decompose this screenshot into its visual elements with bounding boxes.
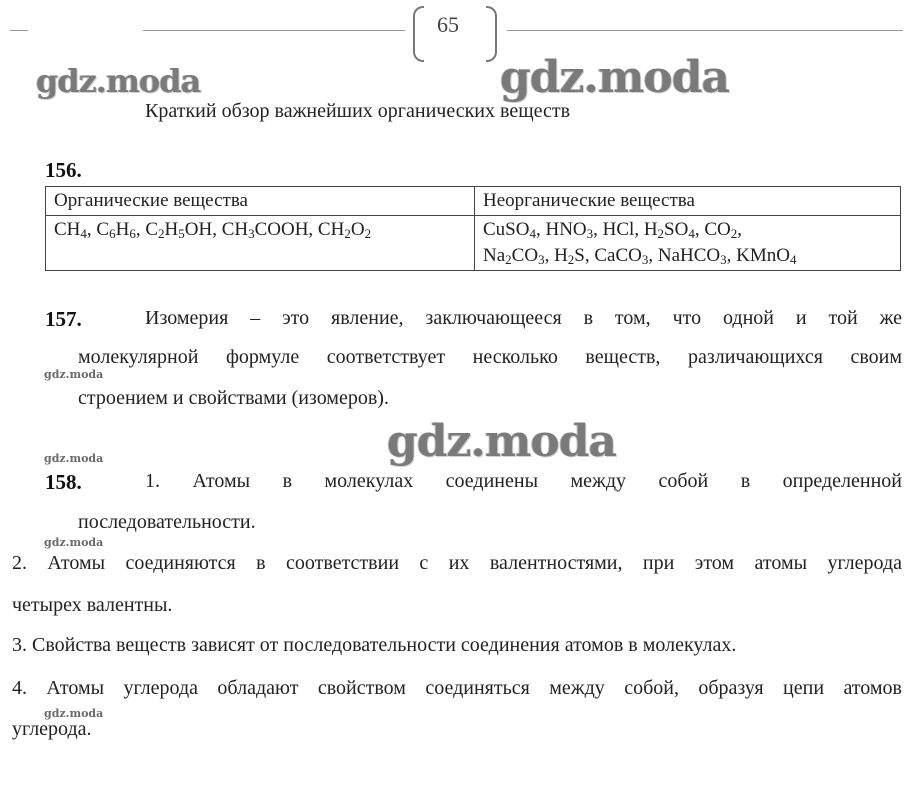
- formula-text: ,: [737, 219, 742, 240]
- watermark-small-3: gdz.moda: [44, 536, 104, 549]
- organic-formula-list: [54, 219, 371, 240]
- formula-subscript: 2: [730, 226, 738, 241]
- inorganic-formulas: [475, 216, 901, 271]
- header-organic: Органические вещества: [46, 187, 475, 216]
- task-158-number: 158.: [45, 470, 82, 494]
- formula-text: CO: [511, 245, 539, 266]
- watermark-top-center: gdz.moda: [500, 52, 730, 103]
- task-157-line-3: строением и свойствами (изомеров).: [78, 387, 389, 409]
- formula-text: , HCl, H: [593, 219, 658, 240]
- formula-subscript: 4: [80, 226, 87, 241]
- formula-subscript: 3: [586, 226, 594, 241]
- inorganic-formula-line-1: [483, 219, 742, 240]
- formula-subscript: 3: [641, 252, 649, 267]
- watermark-small-1: gdz.moda: [44, 368, 104, 381]
- formula-subscript: 6: [129, 226, 136, 241]
- formula-text: H: [115, 219, 130, 240]
- formula-text: SO: [664, 219, 689, 240]
- formula-subscript: 3: [248, 226, 255, 241]
- formula-text: OH, CH: [184, 219, 249, 240]
- page-number-bracket-left: [413, 6, 424, 62]
- formula-subscript: 4: [688, 226, 695, 241]
- header-rule-left-long: [143, 30, 405, 31]
- substances-table: [45, 186, 901, 271]
- table-header-row: [46, 187, 901, 216]
- formula-text: , CO: [694, 219, 731, 240]
- task-158-line-4: четырех валентны.: [12, 594, 173, 616]
- header-inorganic: Неорганические вещества: [475, 187, 901, 216]
- page-title: Краткий обзор важнейших органических веществ: [145, 100, 571, 122]
- watermark-middle: gdz.moda: [387, 416, 617, 467]
- formula-text: CuSO: [483, 219, 530, 240]
- watermark-small-4: gdz.moda: [44, 707, 104, 720]
- header-rule-left: [10, 30, 28, 31]
- task-158-line-6: 4. Атомы углерода обладают свойством соединяться между собой, образуя цепи атомов: [12, 677, 902, 699]
- page-number-bracket-right: [486, 6, 497, 62]
- formula-subscript: 4: [529, 226, 536, 241]
- watermark-top-left: gdz.moda: [36, 62, 201, 100]
- formula-text: Na: [483, 245, 506, 266]
- formula-subscript: 3: [720, 252, 727, 267]
- formula-subscript: 2: [158, 226, 165, 241]
- formula-text: , C: [135, 219, 159, 240]
- formula-text: O: [350, 219, 365, 240]
- formula-subscript: 4: [790, 252, 797, 267]
- formula-subscript: 2: [505, 252, 512, 267]
- task-156-number: 156.: [45, 158, 82, 182]
- page-number: 65: [437, 12, 459, 37]
- formula-text: , KMnO: [726, 245, 790, 266]
- table-row: [46, 216, 901, 271]
- formula-text: , HNO: [535, 219, 587, 240]
- task-158-line-3: 2. Атомы соединяются в соответствии с их валентностями, при этом атомы углерода: [12, 552, 902, 574]
- task-158-line-7: углерода.: [12, 718, 92, 740]
- formula-subscript: 2: [364, 226, 372, 241]
- formula-text: H: [164, 219, 179, 240]
- header-rule-right: [507, 30, 903, 31]
- formula-text: CH: [54, 219, 81, 240]
- formula-text: COOH, CH: [254, 219, 345, 240]
- formula-subscript: 6: [109, 226, 116, 241]
- task-158-line-5: 3. Свойства веществ зависят от последовательности соединения атомов в молекулах.: [12, 634, 737, 656]
- inorganic-formula-line-2: [483, 245, 797, 266]
- formula-text: S, CaCO: [574, 245, 642, 266]
- task-157-line-2: молекулярной формуле соответствует несколько веществ, различающихся своим: [78, 346, 902, 368]
- formula-subscript: 2: [567, 252, 575, 267]
- task-158-line-2: последовательности.: [78, 511, 256, 533]
- formula-subscript: 2: [657, 226, 665, 241]
- formula-text: , C: [86, 219, 110, 240]
- formula-text: , H: [544, 245, 568, 266]
- formula-subscript: 3: [538, 252, 545, 267]
- formula-text: , NaHCO: [648, 245, 721, 266]
- formula-subscript: 2: [344, 226, 351, 241]
- formula-subscript: 5: [178, 226, 185, 241]
- watermark-small-2: gdz.moda: [44, 452, 104, 465]
- task-158-line-1: 1. Атомы в молекулах соединены между собой в определенной: [145, 470, 902, 492]
- task-157-line-1: Изомерия – это явление, заключающееся в том, что одной и той же: [145, 307, 902, 329]
- task-157-number: 157.: [45, 307, 82, 331]
- organic-formulas: [46, 216, 475, 271]
